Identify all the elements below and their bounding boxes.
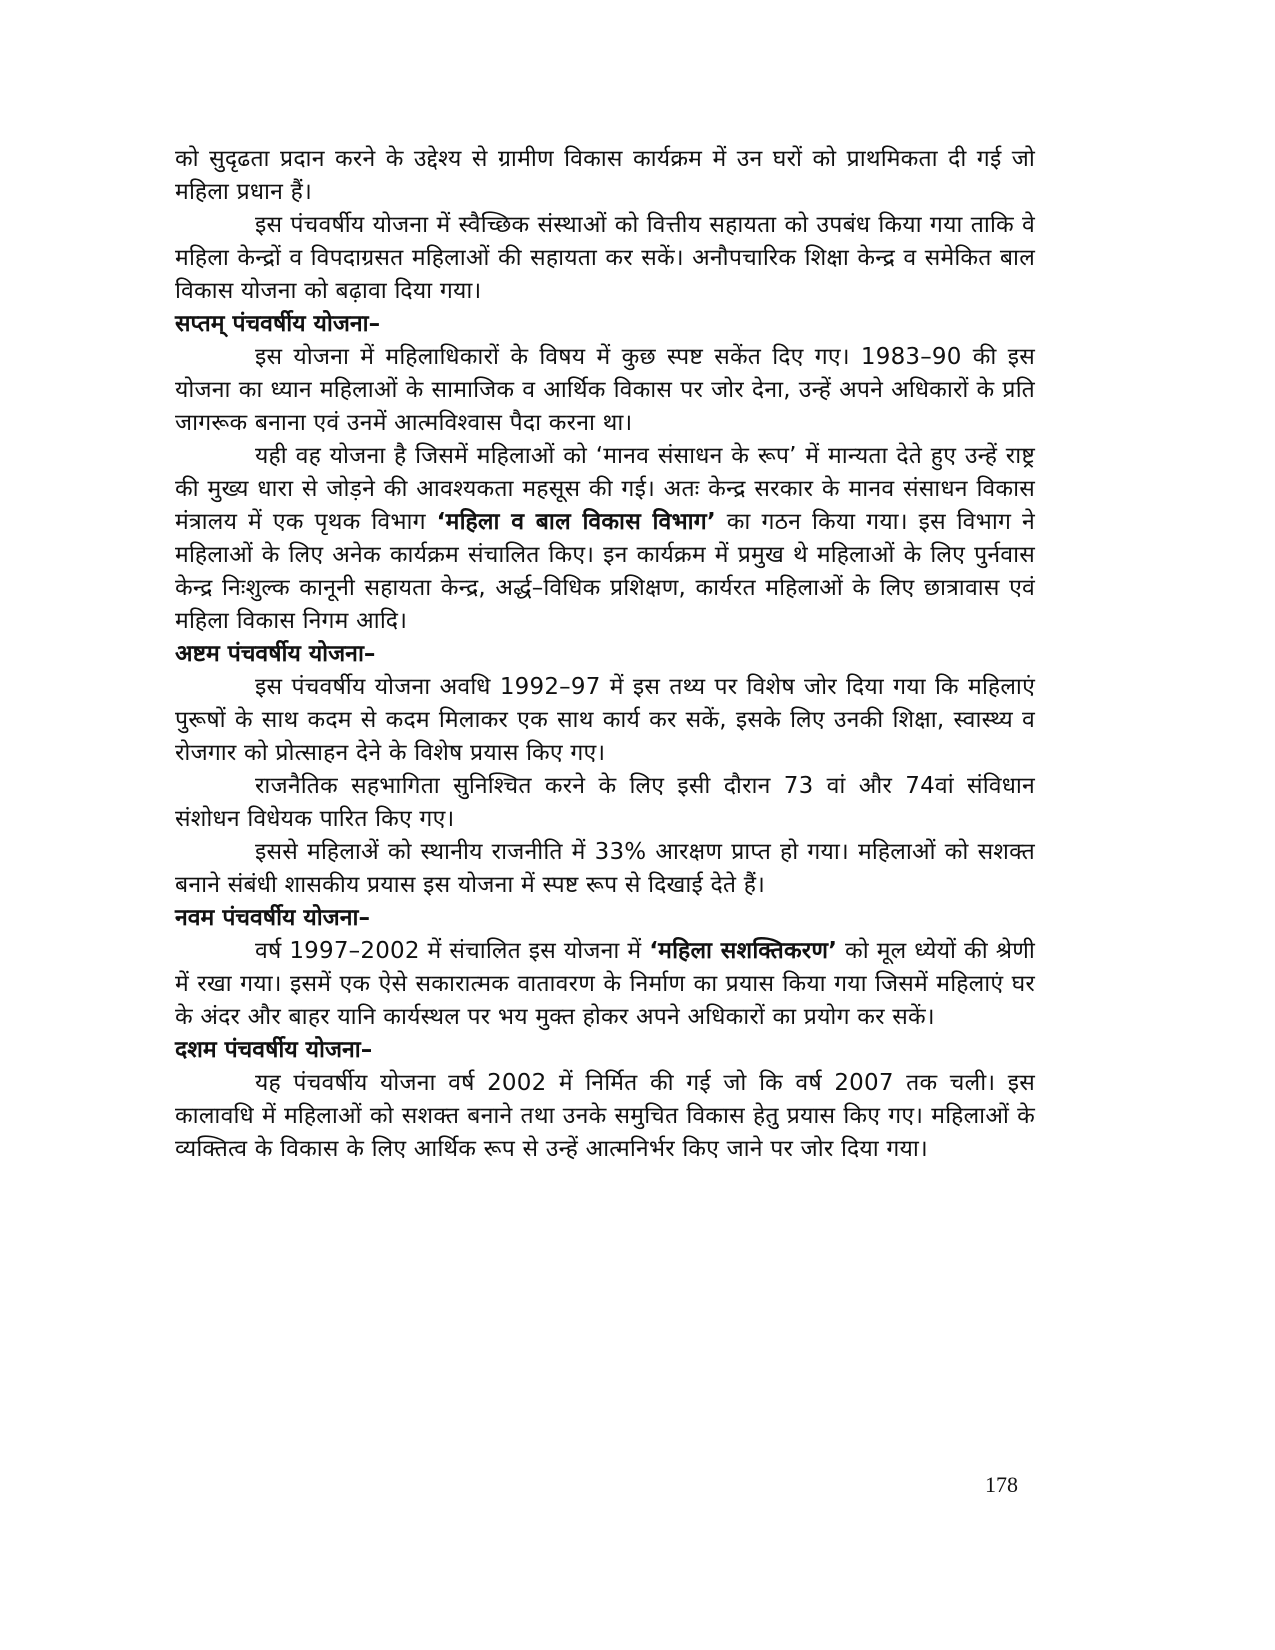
section-heading: नवम पंचवर्षीय योजना– xyxy=(175,905,370,931)
paragraph-text: का गठन किया गया। इस विभाग ने महिलाओं के लिए अनेक कार्यक्रम संचालित किए। इन कार्यक्रम में प्रमुख थे महिलाओं के लिए पुर्नवास केन्द्र निःशुल्क कानूनी सहायता केन्द्र, अर्द्ध–विधिक प्रशिक्षण, कार्यरत महिलाओं के लिए छात्रावास एवं महिला विकास निगम आदि। xyxy=(175,509,1035,634)
body-paragraph xyxy=(175,836,1035,902)
section-heading: सप्तम् पंचवर्षीय योजना– xyxy=(175,311,381,337)
section-heading: दशम पंचवर्षीय योजना– xyxy=(175,1037,373,1063)
page-number: 178 xyxy=(985,1472,1018,1497)
paragraph-text: इससे महिलाअें को स्थानीय राजनीति में 33% आरक्षण प्राप्त हो गया। महिलाओं को सशक्त बनाने संबंधी शासकीय प्रयास इस योजना में स्पष्ट रूप से दिखाई देते हैं। xyxy=(175,839,1035,898)
emphasized-phrase: ‘महिला सशक्तिकरण’ xyxy=(649,938,838,964)
paragraph-text: यही वह योजना है जिसमें महिलाओं को ‘मानव संसाधन के रूप’ में मान्यता देते हुए उन्हें राष्ट्र की मुख्य धारा से जोड़ने की आवश्यकता महसूस की गई। अतः केन्द्र सरकार के मानव संसाधन विकास मंत्रालय में एक पृथक विभाग xyxy=(175,443,1035,535)
body-paragraph xyxy=(175,341,1035,440)
paragraph-text: इस पंचवर्षीय योजना अवधि 1992–97 में इस तथ्य पर विशेष जोर दिया गया कि महिलाएं पुरूषों के साथ कदम से कदम मिलाकर एक साथ कार्य कर सकें, इसके लिए उनकी शिक्षा, स्वास्थ्य व रोजगार को प्रोत्साहन देने के विशेष प्रयास किए गए। xyxy=(175,674,1035,766)
paragraph-text: इस योजना में महिलाधिकारों के विषय में कुछ स्पष्ट सकेंत दिए गए। 1983–90 की इस योजना का ध्यान महिलाओं के सामाजिक व आर्थिक विकास पर जोर देना, उन्हें अपने अधिकारों के प्रति जागरूक बनाना एवं उनमें आत्मविश्वास पैदा करना था। xyxy=(175,344,1035,436)
paragraph-text: को मूल ध्येयों की श्रेणी में रखा गया। इसमें एक ऐसे सकारात्मक वातावरण के निर्माण का प्रयास किया गया जिसमें महिलाएं घर के अंदर और बाहर यानि कार्यस्थल पर भय मुक्त होकर अपने अधिकारों का प्रयोग कर सकें। xyxy=(175,938,1035,1030)
body-paragraph xyxy=(175,1067,1035,1166)
body-paragraph xyxy=(175,143,1035,209)
body-paragraph xyxy=(175,671,1035,770)
section-heading: अष्टम पंचवर्षीय योजना– xyxy=(175,641,376,667)
page-body xyxy=(175,143,1035,1166)
body-paragraph xyxy=(175,209,1035,308)
body-paragraph xyxy=(175,770,1035,836)
paragraph-text: राजनैतिक सहभागिता सुनिश्चित करने के लिए इसी दौरान 73 वां और 74वां संविधान संशोधन विधेयक पारित किए गए। xyxy=(175,773,1035,832)
paragraph-text: को सुदृढता प्रदान करने के उद्देश्य से ग्रामीण विकास कार्यक्रम में उन घरों को प्राथमिकता दी गई जो महिला प्रधान हैं। xyxy=(175,146,1035,205)
paragraph-text: वर्ष 1997–2002 में संचालित इस योजना में xyxy=(255,938,650,964)
body-paragraph xyxy=(175,440,1035,638)
paragraph-text: इस पंचवर्षीय योजना में स्वैच्छिक संस्थाओं को वित्तीय सहायता को उपबंध किया गया ताकि वे महिला केन्द्रों व विपदाग्रसत महिलाओं की सहायता कर सकें। अनौपचारिक शिक्षा केन्द्र व समेकित बाल विकास योजना को बढ़ावा दिया गया। xyxy=(175,212,1035,304)
paragraph-text: यह पंचवर्षीय योजना वर्ष 2002 में निर्मित की गई जो कि वर्ष 2007 तक चली। इस कालावधि में महिलाओं को सशक्त बनाने तथा उनके समुचित विकास हेतु प्रयास किए गए। महिलाओं के व्यक्तित्व के विकास के लिए आर्थिक रूप से उन्हें आत्मनिर्भर किए जाने पर जोर दिया गया। xyxy=(175,1070,1035,1162)
emphasized-phrase: ‘महिला व बाल विकास विभाग’ xyxy=(436,509,716,535)
body-paragraph xyxy=(175,935,1035,1034)
